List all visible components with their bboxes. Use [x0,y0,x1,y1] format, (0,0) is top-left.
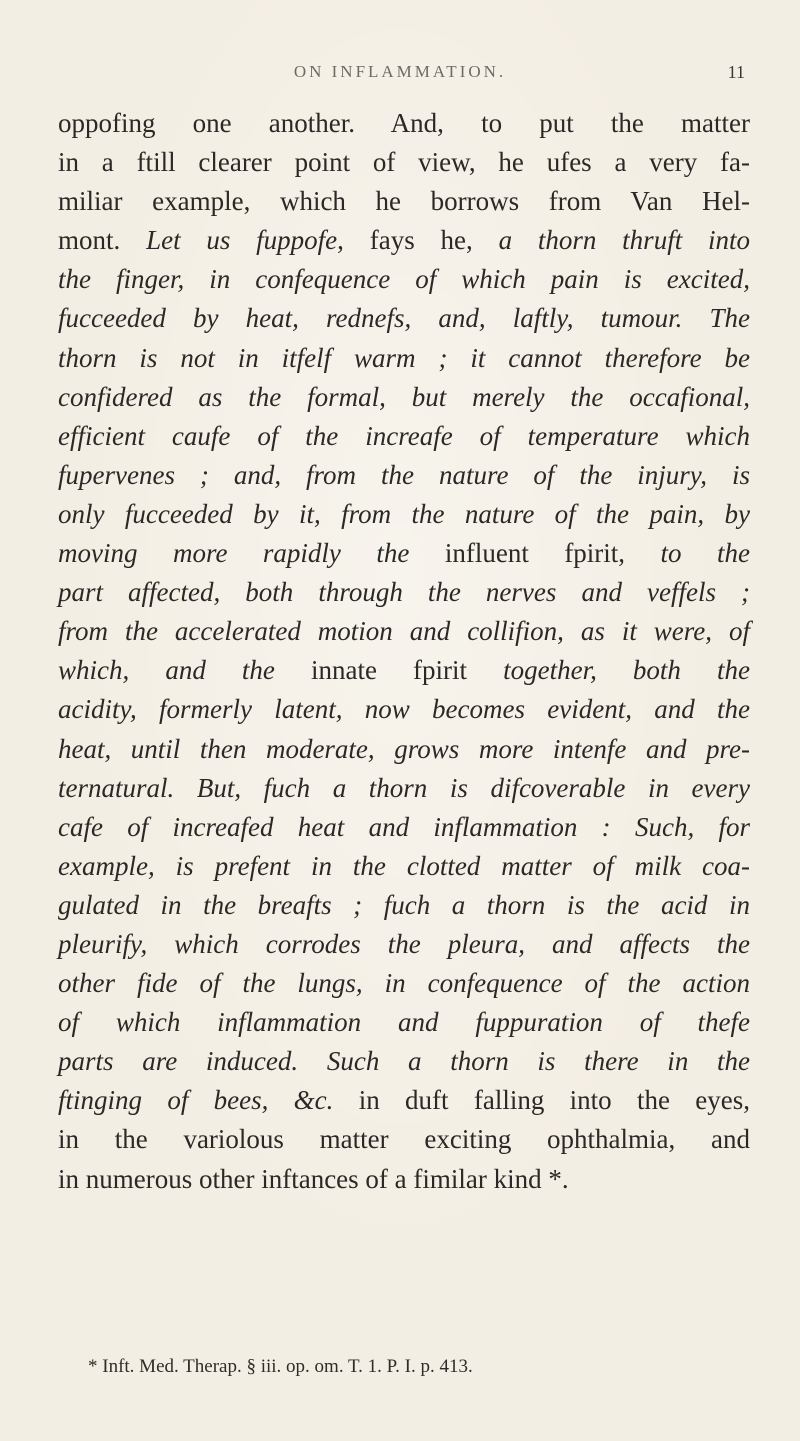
text-line [58,182,750,221]
text-line [58,143,750,182]
text-line [58,495,750,534]
text-line [58,847,750,886]
italic-text: Let us fuppofe [146,225,338,256]
italic-text: a thorn thruft into [498,225,750,256]
text-line [58,104,750,143]
text-line [58,456,750,495]
italic-text: example, is prefent in the clotted matter of milk coa- [58,850,750,881]
page-number: 11 [727,62,745,82]
italic-text: fucceeded by heat, rednefs, and, laftly, tumour. The [58,303,750,334]
italic-text: pleurify, which corrodes the pleura, and affects the [58,928,750,959]
roman-text: innate fpirit [310,655,504,686]
italic-text: parts are induced. Such a thorn is there in the [58,1046,750,1077]
italic-text: moving more rapidly the [58,538,445,569]
text-line [58,690,750,729]
text-line [58,651,750,690]
text-line [58,1042,750,1081]
italic-text: confidered as the formal, but merely the occafional, [58,381,750,412]
body-text [58,104,750,1199]
italic-text: efficient caufe of the increafe of temperature which [58,420,750,451]
text-line [58,339,750,378]
italic-text: thorn is not in itfelf warm ; it cannot therefore be [58,342,750,373]
italic-text: acidity, formerly latent, now becomes evident, and the [58,694,750,725]
italic-text: heat, until then moderate, grows more intenfe and pre- [58,733,750,764]
roman-text: , fays he, [337,225,499,256]
italic-text: together, both the [503,655,750,686]
text-line [58,612,750,651]
italic-text: ftinging of bees, &c. [58,1085,359,1116]
text-line [58,925,750,964]
text-line [58,573,750,612]
text-line [58,299,750,338]
text-line [58,378,750,417]
italic-text: gulated in the breafts ; fuch a thorn is the acid in [58,889,750,920]
italic-text: cafe of increafed heat and inflammation : Such, for [58,811,750,842]
text-line [58,730,750,769]
running-head [0,62,800,92]
roman-text: oppofing one another. And, to put the matter [58,108,750,138]
text-line [58,260,750,299]
italic-text: other fide of the lungs, in confequence of the action [58,968,750,999]
text-line [58,808,750,847]
text-line [58,221,750,260]
italic-text: of which inflammation and fuppuration of thefe [58,1007,750,1038]
running-title: ON INFLAMMATION. [293,62,507,81]
text-line [58,1160,750,1199]
text-line [58,886,750,925]
italic-text: which, and the [58,655,311,686]
text-line [58,769,750,808]
italic-text: from the accelerated motion and collifion, as it were, of [58,616,750,647]
italic-text: part affected, both through the nerves and veffels ; [58,577,750,608]
roman-text: in numerous other inftances of a fimilar kind *. [58,1163,569,1194]
roman-text: miliar example, which he borrows from Van Hel- [58,186,750,217]
text-line [58,964,750,1003]
roman-text: in duft falling into the eyes, [358,1085,751,1116]
italic-text: the finger, in confequence of which pain is excited, [58,264,750,295]
italic-text: ternatural. But, fuch a thorn is difcoverable in every [58,772,750,803]
italic-text: only fucceeded by it, from the nature of the pain, by [58,498,750,529]
text-line [58,1003,750,1042]
text-line [58,1120,750,1159]
roman-text: mont. [58,225,147,256]
roman-text: in a ftill clearer point of view, he ufes a very fa- [58,147,750,178]
text-line [58,1081,750,1120]
text-line [58,534,750,573]
footnote: * Inft. Med. Therap. § iii. op. om. T. 1. P. I. p. 413. [88,1356,473,1377]
italic-text: fupervenes ; and, from the nature of the injury, is [58,459,750,490]
roman-text: influent fpirit, [444,538,661,569]
text-line [58,417,750,456]
italic-text: to the [660,538,750,569]
roman-text: in the variolous matter exciting ophthalmia, and [58,1124,750,1155]
